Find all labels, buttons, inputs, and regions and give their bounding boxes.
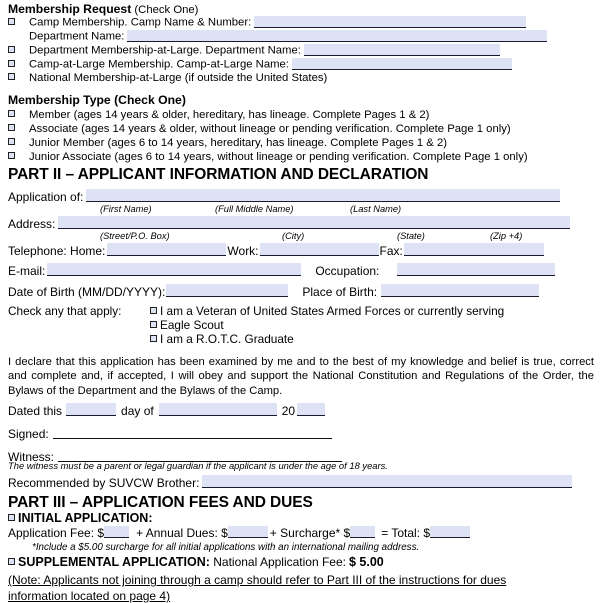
note-line-1: (Note: Applicants not joining through a camp should refer to Part III of the instructions for dues (8, 573, 507, 587)
membership-type-option-member[interactable] (8, 110, 429, 121)
supplemental-application-label: SUPPLEMENTAL APPLICATION: (18, 555, 210, 569)
supplemental-application-row[interactable] (8, 556, 384, 569)
caption-first-name: (First Name) (100, 204, 152, 214)
dob-row (8, 285, 539, 298)
checkbox-veteran-icon[interactable] (150, 307, 157, 314)
caption-last-name: (Last Name) (350, 204, 402, 214)
membership-request-heading (8, 3, 198, 16)
checkbox-associate-icon[interactable] (8, 124, 15, 131)
telephone-work-input[interactable] (260, 243, 379, 256)
surcharge-note: *Include a $5.00 surcharge for all initial applications with an international mailing address. (32, 542, 420, 553)
supplemental-application-amount: $ 5.00 (349, 555, 384, 569)
membership-request-heading-bold: Membership Request (8, 2, 132, 16)
check-any-option-eagle-scout[interactable] (150, 320, 224, 332)
application-fee-input[interactable] (104, 526, 129, 538)
fee-line-row (8, 527, 470, 539)
initial-application-row[interactable] (8, 512, 153, 525)
witness-note: The witness must be a parent or legal guardian if the applicant is under the age of 18 years. (8, 460, 388, 471)
date-of-birth-label: Date of Birth (MM/DD/YYYY): (8, 285, 166, 299)
membership-request-option-camp-at-large[interactable] (8, 59, 512, 71)
checkbox-camp-membership-icon[interactable] (8, 18, 15, 25)
department-at-large-name-input[interactable] (304, 44, 500, 56)
recommended-by-label: Recommended by SUVCW Brother: (8, 476, 200, 490)
dated-year-input[interactable] (297, 403, 325, 416)
place-of-birth-label: Place of Birth: (302, 285, 378, 299)
signed-label: Signed: (8, 427, 49, 441)
telephone-fax-label: Fax: (379, 244, 403, 258)
supplemental-application-rest: National Application Fee: (209, 555, 346, 569)
checkbox-rotc-graduate-icon[interactable] (150, 335, 157, 342)
membership-request-option-camp-label: Camp Membership. Camp Name & Number: (29, 16, 252, 29)
recommended-by-input[interactable] (202, 475, 572, 488)
membership-type-option-junior-member[interactable] (8, 138, 447, 149)
part2-heading: PART II – APPLICANT INFORMATION AND DECLARATION (8, 166, 429, 183)
application-of-input[interactable] (86, 189, 560, 202)
checkbox-camp-at-large-membership-icon[interactable] (8, 60, 15, 67)
address-row (8, 217, 570, 230)
membership-request-option-national-at-large-label: National Membership-at-Large (if outside the United States) (29, 72, 328, 84)
checkbox-supplemental-application-icon[interactable] (8, 558, 15, 565)
checkbox-junior-member-icon[interactable] (8, 138, 15, 145)
witness-label: Witness: (8, 450, 55, 464)
day-of-label: day of (121, 404, 154, 418)
check-any-option-veteran-label: I am a Veteran of United States Armed Forces or currently serving (160, 304, 505, 318)
place-of-birth-input[interactable] (381, 284, 539, 297)
checkbox-member-icon[interactable] (8, 110, 15, 117)
camp-at-large-name-input[interactable] (292, 58, 512, 70)
membership-type-option-junior-associate-label: Junior Associate (ages 6 to 14 years, without lineage or pending verification. Complete Page 1 only) (29, 151, 528, 163)
declaration-paragraph: I declare that this application has been examined by me and to the best of my knowledge and belief is true, correct and complete and, if accepted, I will obey and support the National Constitution and Regulations of the Order, the Bylaws of the Department and the Bylaws of the Camp. (8, 356, 594, 397)
application-fee-label: Application Fee: $ (8, 526, 105, 540)
dated-day-input[interactable] (66, 403, 116, 416)
department-name-label: Department Name: (29, 30, 125, 43)
checkbox-eagle-scout-icon[interactable] (150, 321, 157, 328)
email-input[interactable] (47, 263, 301, 276)
dated-this-label: Dated this (8, 404, 63, 418)
signed-input[interactable] (53, 426, 332, 439)
membership-request-heading-rest: (Check One) (131, 4, 199, 16)
total-label: = Total: $ (381, 526, 431, 540)
telephone-row (8, 244, 544, 257)
caption-street-po-box: (Street/P.O. Box) (100, 231, 170, 241)
department-name-input[interactable] (127, 30, 547, 42)
checkbox-department-membership-at-large-icon[interactable] (8, 46, 15, 53)
date-of-birth-input[interactable] (166, 284, 288, 297)
checkbox-national-membership-at-large-icon[interactable] (8, 73, 15, 80)
caption-full-middle-name: (Full Middle Name) (215, 204, 294, 214)
membership-type-heading: Membership Type (Check One) (8, 93, 186, 107)
application-of-label: Application of: (8, 190, 84, 204)
email-row (8, 264, 555, 277)
caption-zip: (Zip +4) (490, 231, 523, 241)
membership-type-option-associate-label: Associate (ages 14 years & older, without lineage or pending verification. Complete Page 1 only) (29, 123, 511, 135)
membership-request-option-national-at-large[interactable] (8, 73, 327, 84)
caption-city: (City) (282, 231, 305, 241)
check-any-option-rotc-label: I am a R.O.T.C. Graduate (160, 332, 294, 346)
recommended-by-row (8, 476, 572, 489)
telephone-work-label: Work: (227, 244, 259, 258)
membership-request-department-name-row (8, 31, 547, 43)
annual-dues-input[interactable] (228, 526, 268, 538)
part3-heading: PART III – APPLICATION FEES AND DUES (8, 494, 313, 511)
check-any-that-apply-row (8, 306, 121, 318)
membership-request-option-camp[interactable] (8, 17, 526, 29)
initial-application-label: INITIAL APPLICATION: (18, 511, 153, 525)
dated-month-input[interactable] (159, 403, 277, 416)
membership-type-option-associate[interactable] (8, 124, 511, 135)
checkbox-junior-associate-icon[interactable] (8, 152, 15, 159)
surcharge-label: + Surcharge* $ (269, 526, 351, 540)
telephone-home-label: Telephone: Home: (8, 244, 106, 258)
camp-name-number-input[interactable] (254, 16, 526, 28)
dated-this-row (8, 404, 325, 417)
check-any-option-eagle-scout-label: Eagle Scout (160, 318, 224, 332)
membership-request-option-dept-at-large-label: Department Membership-at-Large. Department Name: (29, 44, 301, 57)
check-any-that-apply-label: Check any that apply: (8, 304, 122, 318)
membership-request-option-camp-at-large-label: Camp-at-Large Membership. Camp-at-Large Name: (29, 58, 289, 71)
annual-dues-label: + Annual Dues: $ (136, 526, 228, 540)
membership-type-option-junior-member-label: Junior Member (ages 6 to 14 years, hereditary, has lineage. Complete Pages 1 & 2) (29, 137, 447, 149)
check-any-option-veteran[interactable] (150, 306, 504, 318)
address-label: Address: (8, 217, 56, 231)
membership-type-option-member-label: Member (ages 14 years & older, hereditary, has lineage. Complete Pages 1 & 2) (29, 109, 430, 121)
address-input[interactable] (58, 216, 570, 229)
occupation-input[interactable] (397, 263, 555, 276)
caption-state: (State) (397, 231, 425, 241)
checkbox-initial-application-icon[interactable] (8, 514, 15, 521)
check-any-option-rotc[interactable] (150, 334, 294, 346)
email-label: E-mail: (8, 264, 46, 278)
year-prefix-label: 20 (281, 404, 296, 418)
telephone-home-input[interactable] (107, 243, 226, 256)
occupation-label: Occupation: (315, 264, 380, 278)
telephone-fax-input[interactable] (404, 243, 544, 256)
application-of-row (8, 190, 560, 203)
membership-request-option-dept-at-large[interactable] (8, 45, 500, 57)
signed-row (8, 427, 332, 440)
surcharge-input[interactable] (350, 526, 375, 538)
membership-type-option-junior-associate[interactable] (8, 152, 528, 163)
total-input[interactable] (430, 526, 470, 538)
note-line-2: information located on page 4) (8, 589, 171, 603)
